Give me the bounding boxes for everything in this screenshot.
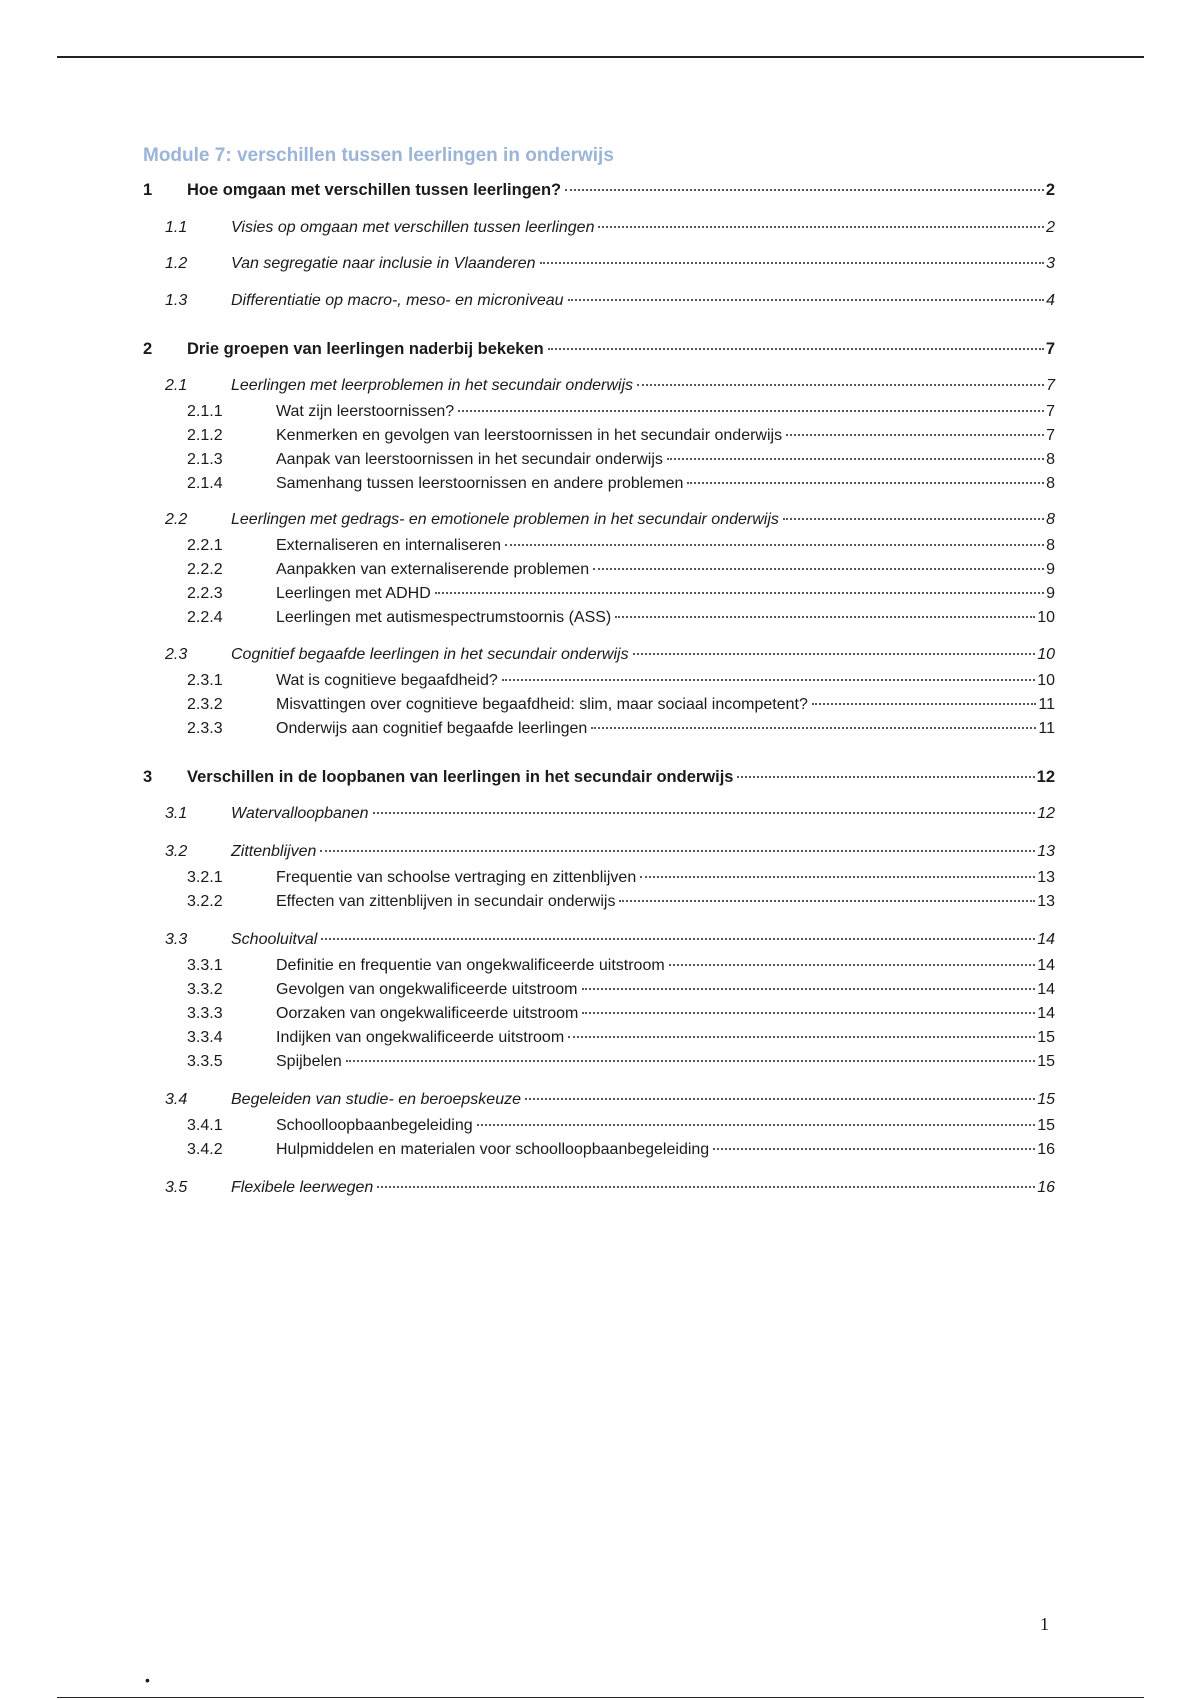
dot-leader (373, 812, 1036, 814)
dot-leader (615, 616, 1035, 618)
toc-entry-page: 2 (1046, 219, 1055, 236)
toc-entry-number: 2.3.1 (187, 672, 223, 689)
toc-entry-label: Aanpak van leerstoornissen in het secundair onderwijs (276, 451, 663, 468)
dot-leader (477, 1124, 1036, 1126)
toc-entry-label: Indijken van ongekwalificeerde uitstroom (276, 1029, 565, 1046)
toc-entry-label: Wat zijn leerstoornissen? (276, 403, 455, 420)
toc-entry-number: 2.3 (165, 646, 188, 663)
toc-entry[interactable] (0, 559, 1200, 581)
toc-entry-number: 2.1.3 (187, 451, 223, 468)
toc-entry-page: 10 (1037, 646, 1055, 663)
toc-entry[interactable] (0, 1115, 1200, 1137)
toc-entry-page: 8 (1046, 511, 1055, 528)
dot-leader (633, 653, 1036, 655)
toc-entry[interactable] (0, 841, 1200, 863)
dot-leader (458, 410, 1044, 412)
toc-entry-number: 3.5 (165, 1179, 188, 1196)
toc-entry-number: 3.4 (165, 1091, 188, 1108)
dot-leader (591, 727, 1036, 729)
toc-entry[interactable] (0, 1139, 1200, 1161)
toc-entry-number: 2.1.2 (187, 427, 223, 444)
toc-entry[interactable] (0, 253, 1200, 275)
toc-entry-page: 12 (1037, 805, 1055, 822)
toc-entry[interactable] (0, 803, 1200, 825)
toc-entry[interactable] (0, 338, 1200, 360)
toc-entry-page: 16 (1037, 1179, 1055, 1196)
toc-entry-number: 2.2 (165, 511, 188, 528)
toc-entry-number: 3.2.2 (187, 893, 223, 910)
toc-entry-label: Leerlingen met leerproblemen in het secundair onderwijs (231, 377, 634, 394)
dot-leader (548, 348, 1044, 350)
toc-entry-page: 10 (1037, 609, 1055, 626)
toc-entry-page: 3 (1046, 255, 1055, 272)
toc-entry-number: 2.2.3 (187, 585, 223, 602)
toc-entry-number: 1.1 (165, 219, 188, 236)
toc-entry[interactable] (0, 425, 1200, 447)
toc-entry-number: 3 (143, 768, 153, 786)
toc-entry-page: 7 (1045, 340, 1055, 358)
toc-entry[interactable] (0, 1027, 1200, 1049)
toc-entry-number: 3.2 (165, 843, 188, 860)
toc-entry-label: Samenhang tussen leerstoornissen en andere problemen (276, 475, 684, 492)
dot-leader (540, 262, 1045, 264)
toc-entry-number: 2.3.2 (187, 696, 223, 713)
toc-entry[interactable] (0, 1051, 1200, 1073)
footer-rule (57, 1697, 1144, 1698)
toc-entry-page: 10 (1037, 672, 1055, 689)
toc-entry-page: 14 (1037, 957, 1055, 974)
toc-entry-label: Gevolgen van ongekwalificeerde uitstroom (276, 981, 578, 998)
page-number: 1 (1040, 1614, 1049, 1634)
toc-entry-number: 3.4.1 (187, 1117, 223, 1134)
toc-entry-page: 8 (1046, 537, 1055, 554)
dot-leader (713, 1148, 1035, 1150)
toc-entry-page: 7 (1046, 427, 1055, 444)
toc-entry-page: 15 (1037, 1053, 1055, 1070)
toc-entry-page: 14 (1037, 931, 1055, 948)
toc-entry-page: 2 (1045, 181, 1055, 199)
toc-entry-page: 8 (1046, 475, 1055, 492)
toc-entry-label: Verschillen in de loopbanen van leerlingen in het secundair onderwijs (187, 768, 734, 786)
toc-entry-label: Onderwijs aan cognitief begaafde leerlingen (276, 720, 588, 737)
toc-entry-page: 15 (1037, 1117, 1055, 1134)
dot-leader (435, 592, 1044, 594)
toc-entry-label: Effecten van zittenblijven in secundair onderwijs (276, 893, 616, 910)
toc-entry-label: Leerlingen met autismespectrumstoornis (ASS) (276, 609, 612, 626)
toc-entry-number: 2.1.1 (187, 403, 223, 420)
dot-leader (346, 1060, 1035, 1062)
toc-entry-page: 9 (1046, 561, 1055, 578)
toc-entry-label: Definitie en frequentie van ongekwalificeerde uitstroom (276, 957, 665, 974)
toc-entry[interactable] (0, 929, 1200, 951)
toc-entry[interactable] (0, 290, 1200, 312)
toc-entry[interactable] (0, 1089, 1200, 1111)
toc-entry-label: Leerlingen met gedrags- en emotionele problemen in het secundair onderwijs (231, 511, 779, 528)
toc-entry-label: Watervalloopbanen (231, 805, 369, 822)
toc-entry[interactable] (0, 694, 1200, 716)
toc-entry-label: Oorzaken van ongekwalificeerde uitstroom (276, 1005, 579, 1022)
toc-entry-label: Hoe omgaan met verschillen tussen leerlingen? (187, 181, 562, 199)
dot-leader (505, 544, 1044, 546)
toc-entry[interactable] (0, 217, 1200, 239)
toc-entry[interactable] (0, 955, 1200, 977)
toc-entry-number: 1.3 (165, 292, 188, 309)
toc-entry[interactable] (0, 179, 1200, 201)
footer-mark: • (145, 1672, 150, 1688)
toc-entry-number: 2.2.1 (187, 537, 223, 554)
toc-entry-label: Kenmerken en gevolgen van leerstoornissen in het secundair onderwijs (276, 427, 783, 444)
toc-entry-page: 11 (1038, 696, 1055, 713)
dot-leader (582, 1012, 1035, 1014)
toc-entry-number: 1 (143, 181, 153, 199)
toc-entry-number: 3.3.4 (187, 1029, 223, 1046)
toc-entry-label: Zittenblijven (231, 843, 317, 860)
dot-leader (619, 900, 1035, 902)
toc-entry-label: Schooluitval (231, 931, 318, 948)
toc-entry-label: Drie groepen van leerlingen naderbij bekeken (187, 340, 544, 358)
dot-leader (582, 988, 1036, 990)
dot-leader (737, 776, 1034, 778)
toc-entry-page: 7 (1046, 403, 1055, 420)
toc-entry[interactable] (0, 644, 1200, 666)
toc-entry-number: 3.1 (165, 805, 188, 822)
toc-entry[interactable] (0, 670, 1200, 692)
toc-entry-page: 16 (1037, 1141, 1055, 1158)
dot-leader (687, 482, 1044, 484)
dot-leader (525, 1098, 1035, 1100)
toc-entry[interactable] (0, 473, 1200, 495)
toc-entry-page: 9 (1046, 585, 1055, 602)
dot-leader (321, 938, 1035, 940)
toc-entry-page: 15 (1037, 1091, 1055, 1108)
toc-entry-number: 2.1.4 (187, 475, 223, 492)
toc-entry[interactable] (0, 1177, 1200, 1199)
toc-entry-page: 14 (1037, 981, 1055, 998)
dot-leader (593, 568, 1044, 570)
toc-entry[interactable] (0, 766, 1200, 788)
toc-entry-number: 3.3.1 (187, 957, 223, 974)
toc-entry-number: 2 (143, 340, 153, 358)
toc-entry-label: Visies op omgaan met verschillen tussen leerlingen (231, 219, 595, 236)
toc-entry-page: 15 (1037, 1029, 1055, 1046)
toc-entry-number: 3.3 (165, 931, 188, 948)
toc-entry[interactable] (0, 509, 1200, 531)
header-rule (57, 56, 1144, 58)
toc-entry-label: Van segregatie naar inclusie in Vlaanderen (231, 255, 536, 272)
toc-entry-label: Spijbelen (276, 1053, 342, 1070)
dot-leader (783, 518, 1044, 520)
dot-leader (568, 1036, 1035, 1038)
dot-leader (568, 299, 1045, 301)
toc-entry-number: 2.2.2 (187, 561, 223, 578)
toc-entry[interactable] (0, 449, 1200, 471)
dot-leader (812, 703, 1037, 705)
toc-entry[interactable] (0, 718, 1200, 740)
toc-entry-label: Wat is cognitieve begaafdheid? (276, 672, 498, 689)
toc-entry-page: 13 (1037, 843, 1055, 860)
toc-entry-number: 2.1 (165, 377, 188, 394)
dot-leader (565, 189, 1044, 191)
toc-entry[interactable] (0, 583, 1200, 605)
toc-entry[interactable] (0, 867, 1200, 889)
toc-entry[interactable] (0, 607, 1200, 629)
toc-entry-number: 3.4.2 (187, 1141, 223, 1158)
toc-entry-page: 7 (1046, 377, 1055, 394)
toc-entry[interactable] (0, 979, 1200, 1001)
toc-entry-page: 13 (1037, 893, 1055, 910)
toc-entry-page: 4 (1046, 292, 1055, 309)
dot-leader (502, 679, 1035, 681)
toc-entry-label: Leerlingen met ADHD (276, 585, 431, 602)
toc-entry-page: 13 (1037, 869, 1055, 886)
toc-entry[interactable] (0, 1003, 1200, 1025)
dot-leader (786, 434, 1044, 436)
toc-title: Module 7: verschillen tussen leerlingen in onderwijs (143, 145, 614, 166)
toc-entry-page: 14 (1037, 1005, 1055, 1022)
toc-entry-label: Hulpmiddelen en materialen voor schoolloopbaanbegeleiding (276, 1141, 710, 1158)
toc-entry-number: 2.3.3 (187, 720, 223, 737)
toc-entry-label: Frequentie van schoolse vertraging en zittenblijven (276, 869, 637, 886)
toc-entry-page: 12 (1036, 768, 1055, 786)
toc-entry-label: Differentiatie op macro-, meso- en microniveau (231, 292, 564, 309)
toc-entry-label: Aanpakken van externaliserende problemen (276, 561, 590, 578)
dot-leader (320, 850, 1035, 852)
toc-entry-label: Schoolloopbaanbegeleiding (276, 1117, 473, 1134)
toc-entry-number: 3.3.5 (187, 1053, 223, 1070)
toc-entry-page: 11 (1038, 720, 1055, 737)
toc-entry-label: Cognitief begaafde leerlingen in het secundair onderwijs (231, 646, 629, 663)
dot-leader (669, 964, 1036, 966)
toc-entry-label: Misvattingen over cognitieve begaafdheid: slim, maar sociaal incompetent? (276, 696, 808, 713)
toc-entry[interactable] (0, 401, 1200, 423)
toc-entry[interactable] (0, 891, 1200, 913)
toc-entry-number: 1.2 (165, 255, 188, 272)
dot-leader (667, 458, 1044, 460)
dot-leader (598, 226, 1044, 228)
toc-entry-label: Externaliseren en internaliseren (276, 537, 502, 554)
toc-entry-label: Begeleiden van studie- en beroepskeuze (231, 1091, 521, 1108)
dot-leader (640, 876, 1035, 878)
toc-entry-number: 3.2.1 (187, 869, 223, 886)
toc-entry-number: 2.2.4 (187, 609, 223, 626)
toc-entry-number: 3.3.3 (187, 1005, 223, 1022)
toc-entry-page: 8 (1046, 451, 1055, 468)
toc-entry-number: 3.3.2 (187, 981, 223, 998)
toc-entry[interactable] (0, 375, 1200, 397)
toc-entry[interactable] (0, 535, 1200, 557)
toc-entry-label: Flexibele leerwegen (231, 1179, 374, 1196)
dot-leader (377, 1186, 1035, 1188)
dot-leader (637, 384, 1044, 386)
